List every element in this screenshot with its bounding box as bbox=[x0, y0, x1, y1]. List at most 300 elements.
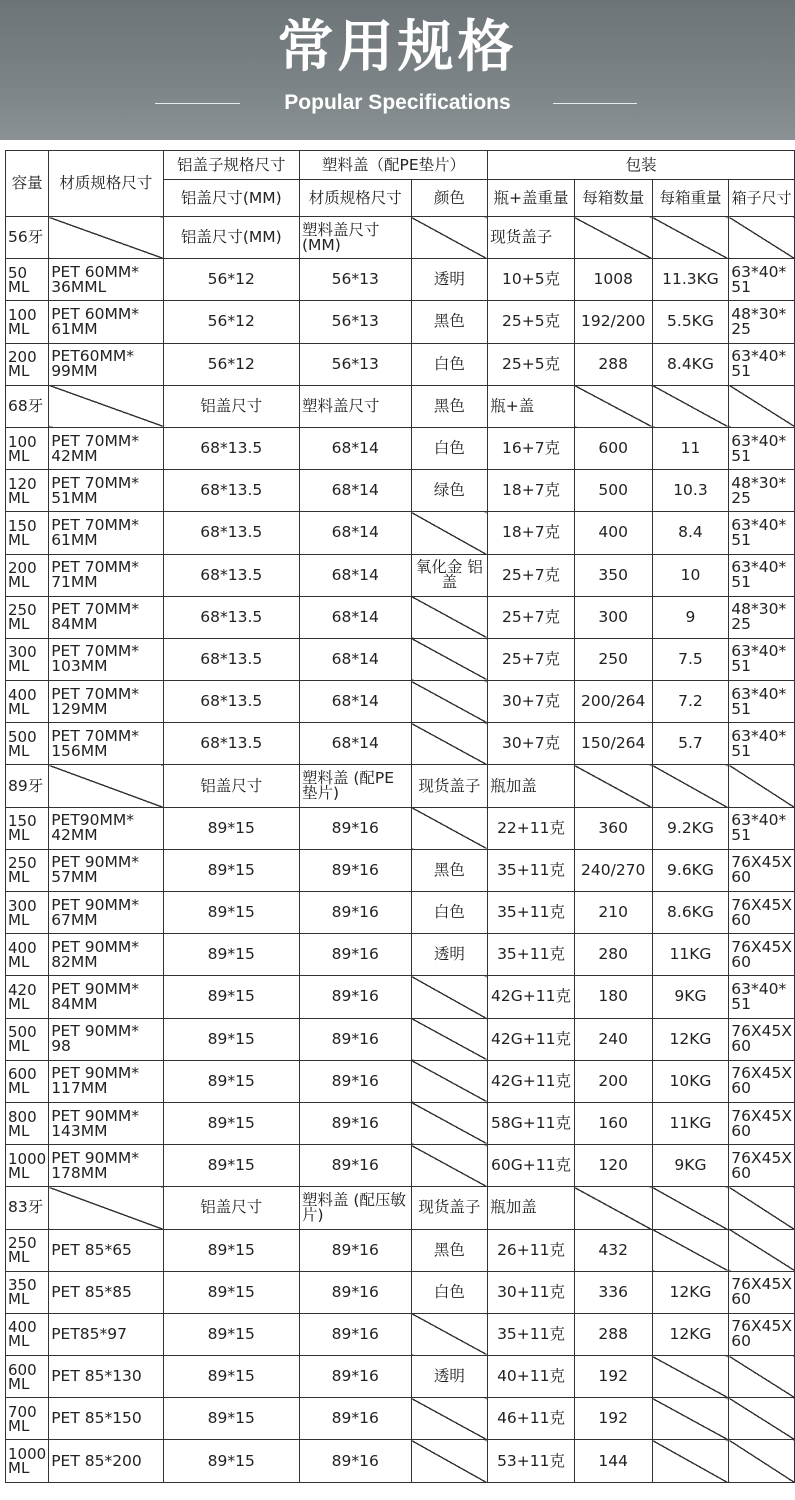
qty-per-box-cell: 192 bbox=[574, 1398, 652, 1440]
color-cell bbox=[411, 512, 488, 554]
box-weight-cell: 9.6KG bbox=[652, 849, 729, 891]
al-cap-size-cell: 89*15 bbox=[163, 1145, 299, 1187]
empty-cell bbox=[574, 765, 652, 807]
table-row bbox=[6, 723, 795, 765]
box-size-cell: 76X45X 60 bbox=[729, 849, 795, 891]
qty-per-box-cell: 150/264 bbox=[574, 723, 652, 765]
color-cell bbox=[411, 1102, 488, 1144]
al-cap-size-cell: 56*12 bbox=[163, 259, 299, 301]
capacity-cell: 150 ML bbox=[6, 512, 49, 554]
empty-cell bbox=[574, 1187, 652, 1229]
capacity-cell: 100 ML bbox=[6, 301, 49, 343]
al-cap-size-cell: 89*15 bbox=[163, 1060, 299, 1102]
bottle-cap-weight-cell: 25+5克 bbox=[488, 343, 575, 385]
box-size-cell: 63*40* 51 bbox=[729, 681, 795, 723]
plastic-cap-size-cell: 68*14 bbox=[299, 638, 411, 680]
box-size-cell: 48*30* 25 bbox=[729, 301, 795, 343]
box-weight-cell: 5.5KG bbox=[652, 301, 729, 343]
table-row bbox=[6, 1102, 795, 1144]
capacity-cell: 200 ML bbox=[6, 343, 49, 385]
bottle-cap-weight-cell: 26+11克 bbox=[488, 1229, 575, 1271]
color-cell bbox=[411, 976, 488, 1018]
group-header-row bbox=[6, 217, 795, 259]
box-size-cell: 63*40* 51 bbox=[729, 807, 795, 849]
qty-per-box-cell: 250 bbox=[574, 638, 652, 680]
qty-per-box-cell: 160 bbox=[574, 1102, 652, 1144]
plastic-cap-size-cell: 89*16 bbox=[299, 807, 411, 849]
color-cell bbox=[411, 1060, 488, 1102]
color-cell bbox=[411, 1018, 488, 1060]
box-size-cell: 63*40* 51 bbox=[729, 343, 795, 385]
material-cell: PET60MM* 99MM bbox=[49, 343, 163, 385]
qty-per-box-cell: 144 bbox=[574, 1440, 652, 1482]
qty-per-box-cell: 400 bbox=[574, 512, 652, 554]
al-cap-size-cell: 68*13.5 bbox=[163, 638, 299, 680]
color-cell: 白色 bbox=[411, 892, 488, 934]
plastic-cap-size-cell: 89*16 bbox=[299, 1145, 411, 1187]
empty-cell bbox=[729, 385, 795, 427]
plastic-cap-size-cell: 89*16 bbox=[299, 1356, 411, 1398]
box-weight-cell: 8.6KG bbox=[652, 892, 729, 934]
box-size-cell: 76X45X 60 bbox=[729, 1145, 795, 1187]
plastic-cap-size-cell: 56*13 bbox=[299, 343, 411, 385]
color-cell: 透明 bbox=[411, 259, 488, 301]
qty-per-box-cell: 288 bbox=[574, 343, 652, 385]
table-row bbox=[6, 427, 795, 469]
group-label: 56牙 bbox=[6, 217, 49, 259]
box-size-cell bbox=[729, 1440, 795, 1482]
empty-cell bbox=[652, 765, 729, 807]
plastic-cap-size-cell: 68*14 bbox=[299, 427, 411, 469]
table-row bbox=[6, 512, 795, 554]
box-weight-cell: 9 bbox=[652, 596, 729, 638]
color-cell bbox=[411, 807, 488, 849]
box-size-cell bbox=[729, 1398, 795, 1440]
group-al-cap-label: 铝盖尺寸 bbox=[163, 1187, 299, 1229]
table-row bbox=[6, 681, 795, 723]
group-plastic-cap-label: 塑料盖 (配PE垫片) bbox=[299, 765, 411, 807]
table-row bbox=[6, 301, 795, 343]
qty-per-box-cell: 192/200 bbox=[574, 301, 652, 343]
box-weight-cell bbox=[652, 1440, 729, 1482]
plastic-cap-size-cell: 89*16 bbox=[299, 1102, 411, 1144]
bottle-cap-weight-cell: 25+7克 bbox=[488, 596, 575, 638]
qty-per-box-cell: 600 bbox=[574, 427, 652, 469]
empty-cell bbox=[652, 217, 729, 259]
box-weight-cell: 10KG bbox=[652, 1060, 729, 1102]
capacity-cell: 200 ML bbox=[6, 554, 49, 596]
box-weight-cell bbox=[652, 1229, 729, 1271]
box-size-cell bbox=[729, 1356, 795, 1398]
box-size-cell bbox=[729, 1229, 795, 1271]
box-weight-cell: 8.4 bbox=[652, 512, 729, 554]
capacity-cell: 420 ML bbox=[6, 976, 49, 1018]
header-qty-per-box: 每箱数量 bbox=[574, 180, 652, 217]
table-row bbox=[6, 1271, 795, 1313]
capacity-cell: 300 ML bbox=[6, 638, 49, 680]
material-cell: PET 70MM* 71MM bbox=[49, 554, 163, 596]
material-cell: PET 90MM* 143MM bbox=[49, 1102, 163, 1144]
qty-per-box-cell: 288 bbox=[574, 1313, 652, 1355]
box-weight-cell bbox=[652, 1398, 729, 1440]
group-weight-label: 瓶加盖 bbox=[488, 765, 575, 807]
box-weight-cell: 10.3 bbox=[652, 470, 729, 512]
box-weight-cell: 11 bbox=[652, 427, 729, 469]
box-size-cell: 63*40* 51 bbox=[729, 976, 795, 1018]
empty-cell bbox=[652, 385, 729, 427]
al-cap-size-cell: 68*13.5 bbox=[163, 723, 299, 765]
table-row bbox=[6, 343, 795, 385]
plastic-cap-size-cell: 68*14 bbox=[299, 681, 411, 723]
capacity-cell: 250 ML bbox=[6, 849, 49, 891]
table-row bbox=[6, 892, 795, 934]
color-cell bbox=[411, 681, 488, 723]
group-plastic-cap-label: 塑料盖尺寸 bbox=[299, 385, 411, 427]
table-row bbox=[6, 1440, 795, 1482]
color-cell: 透明 bbox=[411, 934, 488, 976]
al-cap-size-cell: 56*12 bbox=[163, 343, 299, 385]
al-cap-size-cell: 68*13.5 bbox=[163, 427, 299, 469]
material-cell: PET 85*150 bbox=[49, 1398, 163, 1440]
box-size-cell: 76X45X 60 bbox=[729, 1313, 795, 1355]
bottle-cap-weight-cell: 30+11克 bbox=[488, 1271, 575, 1313]
bottle-cap-weight-cell: 30+7克 bbox=[488, 723, 575, 765]
al-cap-size-cell: 89*15 bbox=[163, 934, 299, 976]
bottle-cap-weight-cell: 25+5克 bbox=[488, 301, 575, 343]
capacity-cell: 1000 ML bbox=[6, 1440, 49, 1482]
box-weight-cell: 12KG bbox=[652, 1018, 729, 1060]
box-size-cell: 63*40* 51 bbox=[729, 554, 795, 596]
capacity-cell: 800 ML bbox=[6, 1102, 49, 1144]
material-cell: PET 90MM* 98 bbox=[49, 1018, 163, 1060]
empty-cell bbox=[574, 385, 652, 427]
material-cell: PET 70MM* 156MM bbox=[49, 723, 163, 765]
box-weight-cell: 11KG bbox=[652, 934, 729, 976]
header-color: 颜色 bbox=[411, 180, 488, 217]
material-cell: PET 60MM* 36MML bbox=[49, 259, 163, 301]
al-cap-size-cell: 68*13.5 bbox=[163, 512, 299, 554]
material-cell: PET 70MM* 84MM bbox=[49, 596, 163, 638]
table-row bbox=[6, 976, 795, 1018]
bottle-cap-weight-cell: 40+11克 bbox=[488, 1356, 575, 1398]
header-al-cap-size: 铝盖尺寸(MM) bbox=[163, 180, 299, 217]
box-weight-cell: 11KG bbox=[652, 1102, 729, 1144]
box-weight-cell bbox=[652, 1356, 729, 1398]
al-cap-size-cell: 89*15 bbox=[163, 1018, 299, 1060]
al-cap-size-cell: 89*15 bbox=[163, 1440, 299, 1482]
al-cap-size-cell: 89*15 bbox=[163, 1356, 299, 1398]
group-al-cap-label: 铝盖尺寸 bbox=[163, 765, 299, 807]
plastic-cap-size-cell: 68*14 bbox=[299, 596, 411, 638]
plastic-cap-size-cell: 89*16 bbox=[299, 1271, 411, 1313]
header-bottle-cap-weight: 瓶+盖重量 bbox=[488, 180, 575, 217]
al-cap-size-cell: 89*15 bbox=[163, 1313, 299, 1355]
group-al-cap-label: 铝盖尺寸 bbox=[163, 385, 299, 427]
bottle-cap-weight-cell: 22+11克 bbox=[488, 807, 575, 849]
box-weight-cell: 7.5 bbox=[652, 638, 729, 680]
material-cell: PET 60MM* 61MM bbox=[49, 301, 163, 343]
box-weight-cell: 11.3KG bbox=[652, 259, 729, 301]
capacity-cell: 500 ML bbox=[6, 723, 49, 765]
empty-cell bbox=[49, 385, 163, 427]
plastic-cap-size-cell: 89*16 bbox=[299, 1440, 411, 1482]
header-material: 材质规格尺寸 bbox=[49, 151, 163, 217]
color-cell: 白色 bbox=[411, 1271, 488, 1313]
group-weight-label: 现货盖子 bbox=[488, 217, 575, 259]
material-cell: PET 90MM* 82MM bbox=[49, 934, 163, 976]
group-header-row bbox=[6, 765, 795, 807]
qty-per-box-cell: 200/264 bbox=[574, 681, 652, 723]
header-box-size: 箱子尺寸 bbox=[729, 180, 795, 217]
al-cap-size-cell: 68*13.5 bbox=[163, 470, 299, 512]
bottle-cap-weight-cell: 42G+11克 bbox=[488, 1060, 575, 1102]
plastic-cap-size-cell: 89*16 bbox=[299, 934, 411, 976]
spec-table bbox=[5, 150, 795, 1483]
table-row bbox=[6, 554, 795, 596]
material-cell: PET 85*65 bbox=[49, 1229, 163, 1271]
box-size-cell: 63*40* 51 bbox=[729, 638, 795, 680]
bottle-cap-weight-cell: 30+7克 bbox=[488, 681, 575, 723]
qty-per-box-cell: 192 bbox=[574, 1356, 652, 1398]
bottle-cap-weight-cell: 35+11克 bbox=[488, 1313, 575, 1355]
qty-per-box-cell: 300 bbox=[574, 596, 652, 638]
bottle-cap-weight-cell: 10+5克 bbox=[488, 259, 575, 301]
qty-per-box-cell: 240/270 bbox=[574, 849, 652, 891]
header-plastic-material: 材质规格尺寸 bbox=[299, 180, 411, 217]
plastic-cap-size-cell: 56*13 bbox=[299, 301, 411, 343]
box-size-cell: 76X45X 60 bbox=[729, 1102, 795, 1144]
qty-per-box-cell: 500 bbox=[574, 470, 652, 512]
header-al-cap-spec: 铝盖子规格尺寸 bbox=[163, 151, 299, 180]
group-label: 89牙 bbox=[6, 765, 49, 807]
table-row bbox=[6, 638, 795, 680]
table-row bbox=[6, 849, 795, 891]
color-cell: 黑色 bbox=[411, 301, 488, 343]
table-row bbox=[6, 1060, 795, 1102]
al-cap-size-cell: 68*13.5 bbox=[163, 554, 299, 596]
color-cell bbox=[411, 1440, 488, 1482]
table-row bbox=[6, 1018, 795, 1060]
qty-per-box-cell: 336 bbox=[574, 1271, 652, 1313]
box-weight-cell: 9KG bbox=[652, 976, 729, 1018]
capacity-cell: 600 ML bbox=[6, 1060, 49, 1102]
material-cell: PET 70MM* 129MM bbox=[49, 681, 163, 723]
box-size-cell: 76X45X 60 bbox=[729, 1271, 795, 1313]
table-row bbox=[6, 934, 795, 976]
color-cell bbox=[411, 596, 488, 638]
al-cap-size-cell: 89*15 bbox=[163, 976, 299, 1018]
capacity-cell: 400 ML bbox=[6, 934, 49, 976]
box-weight-cell: 12KG bbox=[652, 1271, 729, 1313]
color-cell bbox=[411, 1313, 488, 1355]
empty-cell bbox=[652, 1187, 729, 1229]
group-header-row bbox=[6, 385, 795, 427]
bottle-cap-weight-cell: 16+7克 bbox=[488, 427, 575, 469]
empty-cell bbox=[49, 765, 163, 807]
group-color-label bbox=[411, 217, 488, 259]
group-weight-label: 瓶+盖 bbox=[488, 385, 575, 427]
empty-cell bbox=[49, 1187, 163, 1229]
qty-per-box-cell: 280 bbox=[574, 934, 652, 976]
header-packaging: 包装 bbox=[488, 151, 795, 180]
bottle-cap-weight-cell: 46+11克 bbox=[488, 1398, 575, 1440]
material-cell: PET 85*85 bbox=[49, 1271, 163, 1313]
box-weight-cell: 9KG bbox=[652, 1145, 729, 1187]
bottle-cap-weight-cell: 42G+11克 bbox=[488, 976, 575, 1018]
box-size-cell: 76X45X 60 bbox=[729, 892, 795, 934]
plastic-cap-size-cell: 68*14 bbox=[299, 470, 411, 512]
capacity-cell: 250 ML bbox=[6, 1229, 49, 1271]
header-banner bbox=[0, 0, 795, 140]
al-cap-size-cell: 89*15 bbox=[163, 849, 299, 891]
material-cell: PET 70MM* 103MM bbox=[49, 638, 163, 680]
bottle-cap-weight-cell: 35+11克 bbox=[488, 934, 575, 976]
group-color-label: 现货盖子 bbox=[411, 1187, 488, 1229]
material-cell: PET 90MM* 57MM bbox=[49, 849, 163, 891]
color-cell: 黑色 bbox=[411, 1229, 488, 1271]
box-weight-cell: 10 bbox=[652, 554, 729, 596]
box-weight-cell: 8.4KG bbox=[652, 343, 729, 385]
group-color-label: 现货盖子 bbox=[411, 765, 488, 807]
header-plastic-cap: 塑料盖（配PE垫片） bbox=[299, 151, 487, 180]
al-cap-size-cell: 89*15 bbox=[163, 1102, 299, 1144]
empty-cell bbox=[49, 217, 163, 259]
capacity-cell: 350 ML bbox=[6, 1271, 49, 1313]
capacity-cell: 250 ML bbox=[6, 596, 49, 638]
group-color-label: 黑色 bbox=[411, 385, 488, 427]
page-subtitle: Popular Specifications bbox=[284, 91, 511, 114]
material-cell: PET90MM* 42MM bbox=[49, 807, 163, 849]
material-cell: PET 90MM* 117MM bbox=[49, 1060, 163, 1102]
material-cell: PET 85*130 bbox=[49, 1356, 163, 1398]
capacity-cell: 100 ML bbox=[6, 427, 49, 469]
material-cell: PET 90MM* 67MM bbox=[49, 892, 163, 934]
table-row bbox=[6, 1313, 795, 1355]
qty-per-box-cell: 120 bbox=[574, 1145, 652, 1187]
group-weight-label: 瓶加盖 bbox=[488, 1187, 575, 1229]
qty-per-box-cell: 432 bbox=[574, 1229, 652, 1271]
bottle-cap-weight-cell: 25+7克 bbox=[488, 554, 575, 596]
table-row bbox=[6, 1229, 795, 1271]
capacity-cell: 150 ML bbox=[6, 807, 49, 849]
table-row bbox=[6, 807, 795, 849]
plastic-cap-size-cell: 89*16 bbox=[299, 1313, 411, 1355]
box-size-cell: 48*30* 25 bbox=[729, 596, 795, 638]
capacity-cell: 500 ML bbox=[6, 1018, 49, 1060]
plastic-cap-size-cell: 89*16 bbox=[299, 1060, 411, 1102]
capacity-cell: 700 ML bbox=[6, 1398, 49, 1440]
al-cap-size-cell: 89*15 bbox=[163, 892, 299, 934]
color-cell: 白色 bbox=[411, 427, 488, 469]
box-weight-cell: 5.7 bbox=[652, 723, 729, 765]
header-capacity: 容量 bbox=[6, 151, 49, 217]
material-cell: PET 70MM* 61MM bbox=[49, 512, 163, 554]
group-plastic-cap-label: 塑料盖尺寸(MM) bbox=[299, 217, 411, 259]
color-cell: 绿色 bbox=[411, 470, 488, 512]
al-cap-size-cell: 89*15 bbox=[163, 1229, 299, 1271]
bottle-cap-weight-cell: 53+11克 bbox=[488, 1440, 575, 1482]
plastic-cap-size-cell: 89*16 bbox=[299, 849, 411, 891]
plastic-cap-size-cell: 56*13 bbox=[299, 259, 411, 301]
color-cell bbox=[411, 1145, 488, 1187]
capacity-cell: 600 ML bbox=[6, 1356, 49, 1398]
plastic-cap-size-cell: 89*16 bbox=[299, 1398, 411, 1440]
qty-per-box-cell: 180 bbox=[574, 976, 652, 1018]
capacity-cell: 50 ML bbox=[6, 259, 49, 301]
capacity-cell: 1000 ML bbox=[6, 1145, 49, 1187]
al-cap-size-cell: 89*15 bbox=[163, 807, 299, 849]
empty-cell bbox=[574, 217, 652, 259]
capacity-cell: 120 ML bbox=[6, 470, 49, 512]
qty-per-box-cell: 1008 bbox=[574, 259, 652, 301]
color-cell bbox=[411, 638, 488, 680]
al-cap-size-cell: 68*13.5 bbox=[163, 596, 299, 638]
header-box-weight: 每箱重量 bbox=[652, 180, 729, 217]
bottle-cap-weight-cell: 18+7克 bbox=[488, 470, 575, 512]
al-cap-size-cell: 89*15 bbox=[163, 1398, 299, 1440]
divider-right bbox=[553, 103, 637, 104]
qty-per-box-cell: 360 bbox=[574, 807, 652, 849]
color-cell: 透明 bbox=[411, 1356, 488, 1398]
qty-per-box-cell: 350 bbox=[574, 554, 652, 596]
empty-cell bbox=[729, 217, 795, 259]
plastic-cap-size-cell: 89*16 bbox=[299, 892, 411, 934]
material-cell: PET 70MM* 51MM bbox=[49, 470, 163, 512]
table-row bbox=[6, 1356, 795, 1398]
qty-per-box-cell: 240 bbox=[574, 1018, 652, 1060]
al-cap-size-cell: 56*12 bbox=[163, 301, 299, 343]
color-cell: 氧化金 铝盖 bbox=[411, 554, 488, 596]
material-cell: PET 90MM* 84MM bbox=[49, 976, 163, 1018]
color-cell bbox=[411, 1398, 488, 1440]
color-cell bbox=[411, 723, 488, 765]
box-size-cell: 63*40* 51 bbox=[729, 427, 795, 469]
box-size-cell: 76X45X 60 bbox=[729, 1060, 795, 1102]
box-size-cell: 48*30* 25 bbox=[729, 470, 795, 512]
plastic-cap-size-cell: 68*14 bbox=[299, 723, 411, 765]
table-row bbox=[6, 1398, 795, 1440]
qty-per-box-cell: 200 bbox=[574, 1060, 652, 1102]
box-size-cell: 63*40* 51 bbox=[729, 259, 795, 301]
box-weight-cell: 12KG bbox=[652, 1313, 729, 1355]
capacity-cell: 300 ML bbox=[6, 892, 49, 934]
group-label: 68牙 bbox=[6, 385, 49, 427]
bottle-cap-weight-cell: 58G+11克 bbox=[488, 1102, 575, 1144]
qty-per-box-cell: 210 bbox=[574, 892, 652, 934]
group-al-cap-label: 铝盖尺寸(MM) bbox=[163, 217, 299, 259]
header-row-1 bbox=[6, 151, 795, 180]
bottle-cap-weight-cell: 60G+11克 bbox=[488, 1145, 575, 1187]
box-weight-cell: 7.2 bbox=[652, 681, 729, 723]
material-cell: PET85*97 bbox=[49, 1313, 163, 1355]
plastic-cap-size-cell: 68*14 bbox=[299, 512, 411, 554]
box-size-cell: 76X45X 60 bbox=[729, 1018, 795, 1060]
page-title: 常用规格 bbox=[277, 15, 518, 80]
box-weight-cell: 9.2KG bbox=[652, 807, 729, 849]
box-size-cell: 63*40* 51 bbox=[729, 723, 795, 765]
bottle-cap-weight-cell: 35+11克 bbox=[488, 849, 575, 891]
group-label: 83牙 bbox=[6, 1187, 49, 1229]
al-cap-size-cell: 89*15 bbox=[163, 1271, 299, 1313]
empty-cell bbox=[729, 765, 795, 807]
empty-cell bbox=[729, 1187, 795, 1229]
table-row bbox=[6, 259, 795, 301]
box-size-cell: 63*40* 51 bbox=[729, 512, 795, 554]
group-plastic-cap-label: 塑料盖 (配压敏片) bbox=[299, 1187, 411, 1229]
material-cell: PET 90MM* 178MM bbox=[49, 1145, 163, 1187]
al-cap-size-cell: 68*13.5 bbox=[163, 681, 299, 723]
table-row bbox=[6, 470, 795, 512]
